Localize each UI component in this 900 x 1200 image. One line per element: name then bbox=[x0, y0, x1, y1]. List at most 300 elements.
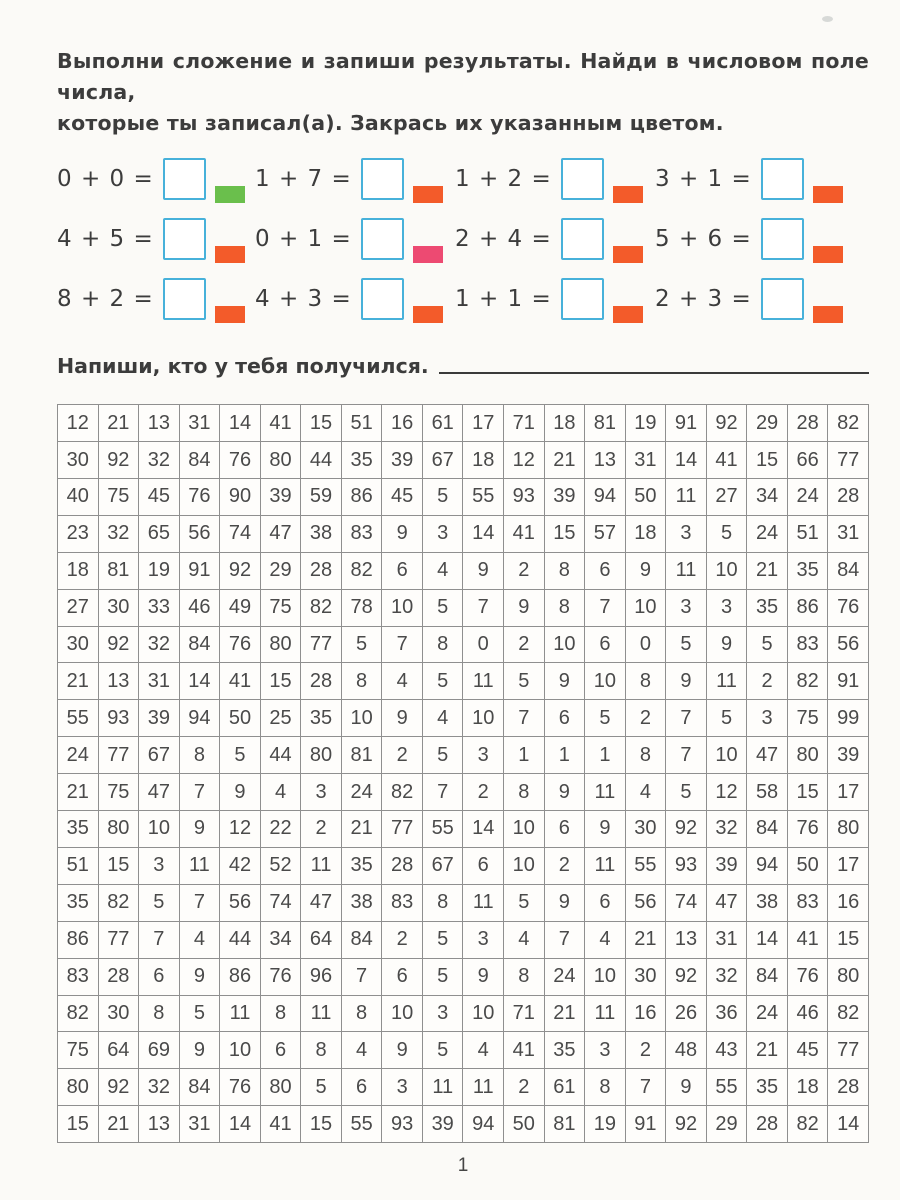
grid-cell[interactable]: 3 bbox=[301, 774, 342, 811]
grid-cell[interactable]: 35 bbox=[301, 700, 342, 737]
grid-cell[interactable]: 80 bbox=[260, 626, 301, 663]
grid-cell[interactable]: 8 bbox=[341, 663, 382, 700]
grid-cell[interactable]: 9 bbox=[544, 774, 585, 811]
grid-cell[interactable]: 31 bbox=[828, 515, 869, 552]
grid-cell[interactable]: 9 bbox=[463, 552, 504, 589]
grid-cell[interactable]: 75 bbox=[787, 700, 828, 737]
grid-cell[interactable]: 14 bbox=[220, 405, 261, 442]
grid-cell[interactable]: 28 bbox=[98, 958, 139, 995]
grid-cell[interactable]: 76 bbox=[787, 811, 828, 848]
grid-cell[interactable]: 35 bbox=[747, 1069, 788, 1106]
grid-cell[interactable]: 4 bbox=[585, 921, 626, 958]
grid-cell[interactable]: 27 bbox=[706, 479, 747, 516]
grid-cell[interactable]: 16 bbox=[625, 995, 666, 1032]
grid-cell[interactable]: 83 bbox=[787, 626, 828, 663]
grid-cell[interactable]: 7 bbox=[179, 774, 220, 811]
grid-cell[interactable]: 10 bbox=[504, 847, 545, 884]
grid-cell[interactable]: 3 bbox=[422, 995, 463, 1032]
grid-cell[interactable]: 29 bbox=[706, 1106, 747, 1143]
grid-cell[interactable]: 61 bbox=[422, 405, 463, 442]
grid-cell[interactable]: 15 bbox=[301, 1106, 342, 1143]
grid-cell[interactable]: 11 bbox=[463, 663, 504, 700]
grid-cell[interactable]: 74 bbox=[260, 884, 301, 921]
grid-cell[interactable]: 74 bbox=[666, 884, 707, 921]
grid-cell[interactable]: 13 bbox=[585, 442, 626, 479]
grid-cell[interactable]: 30 bbox=[98, 995, 139, 1032]
grid-cell[interactable]: 80 bbox=[260, 442, 301, 479]
grid-cell[interactable]: 91 bbox=[828, 663, 869, 700]
grid-cell[interactable]: 41 bbox=[260, 1106, 301, 1143]
grid-cell[interactable]: 50 bbox=[504, 1106, 545, 1143]
grid-cell[interactable]: 35 bbox=[58, 811, 99, 848]
grid-cell[interactable]: 3 bbox=[706, 589, 747, 626]
grid-cell[interactable]: 74 bbox=[220, 515, 261, 552]
grid-cell[interactable]: 55 bbox=[341, 1106, 382, 1143]
grid-cell[interactable]: 24 bbox=[747, 995, 788, 1032]
grid-cell[interactable]: 39 bbox=[544, 479, 585, 516]
grid-cell[interactable]: 18 bbox=[463, 442, 504, 479]
grid-cell[interactable]: 0 bbox=[625, 626, 666, 663]
grid-cell[interactable]: 77 bbox=[98, 921, 139, 958]
grid-cell[interactable]: 28 bbox=[382, 847, 423, 884]
answer-box[interactable] bbox=[361, 218, 404, 260]
grid-cell[interactable]: 9 bbox=[504, 589, 545, 626]
grid-cell[interactable]: 10 bbox=[544, 626, 585, 663]
grid-cell[interactable]: 82 bbox=[58, 995, 99, 1032]
grid-cell[interactable]: 8 bbox=[625, 737, 666, 774]
grid-cell[interactable]: 49 bbox=[220, 589, 261, 626]
grid-cell[interactable]: 41 bbox=[787, 921, 828, 958]
grid-cell[interactable]: 35 bbox=[544, 1032, 585, 1069]
grid-cell[interactable]: 6 bbox=[585, 626, 626, 663]
grid-cell[interactable]: 9 bbox=[666, 1069, 707, 1106]
grid-cell[interactable]: 3 bbox=[463, 737, 504, 774]
grid-cell[interactable]: 51 bbox=[787, 515, 828, 552]
grid-cell[interactable]: 81 bbox=[585, 405, 626, 442]
grid-cell[interactable]: 5 bbox=[585, 700, 626, 737]
grid-cell[interactable]: 18 bbox=[787, 1069, 828, 1106]
grid-cell[interactable]: 6 bbox=[585, 552, 626, 589]
grid-cell[interactable]: 94 bbox=[179, 700, 220, 737]
grid-cell[interactable]: 21 bbox=[98, 405, 139, 442]
grid-cell[interactable]: 7 bbox=[585, 589, 626, 626]
grid-cell[interactable]: 45 bbox=[382, 479, 423, 516]
grid-cell[interactable]: 29 bbox=[747, 405, 788, 442]
grid-cell[interactable]: 10 bbox=[220, 1032, 261, 1069]
grid-cell[interactable]: 52 bbox=[260, 847, 301, 884]
grid-cell[interactable]: 76 bbox=[220, 1069, 261, 1106]
grid-cell[interactable]: 14 bbox=[220, 1106, 261, 1143]
grid-cell[interactable]: 4 bbox=[260, 774, 301, 811]
grid-cell[interactable]: 43 bbox=[706, 1032, 747, 1069]
grid-cell[interactable]: 45 bbox=[787, 1032, 828, 1069]
grid-cell[interactable]: 76 bbox=[179, 479, 220, 516]
grid-cell[interactable]: 61 bbox=[544, 1069, 585, 1106]
grid-cell[interactable]: 5 bbox=[422, 737, 463, 774]
grid-cell[interactable]: 14 bbox=[179, 663, 220, 700]
grid-cell[interactable]: 50 bbox=[625, 479, 666, 516]
grid-cell[interactable]: 14 bbox=[463, 811, 504, 848]
grid-cell[interactable]: 92 bbox=[220, 552, 261, 589]
grid-cell[interactable]: 92 bbox=[98, 626, 139, 663]
grid-cell[interactable]: 28 bbox=[787, 405, 828, 442]
grid-cell[interactable]: 84 bbox=[747, 958, 788, 995]
grid-cell[interactable]: 71 bbox=[504, 995, 545, 1032]
grid-cell[interactable]: 69 bbox=[139, 1032, 180, 1069]
grid-cell[interactable]: 31 bbox=[139, 663, 180, 700]
grid-cell[interactable]: 4 bbox=[382, 663, 423, 700]
grid-cell[interactable]: 11 bbox=[179, 847, 220, 884]
grid-cell[interactable]: 76 bbox=[220, 442, 261, 479]
grid-cell[interactable]: 76 bbox=[787, 958, 828, 995]
grid-cell[interactable]: 10 bbox=[463, 700, 504, 737]
grid-cell[interactable]: 67 bbox=[139, 737, 180, 774]
grid-cell[interactable]: 35 bbox=[341, 847, 382, 884]
answer-box[interactable] bbox=[561, 218, 604, 260]
grid-cell[interactable]: 25 bbox=[260, 700, 301, 737]
grid-cell[interactable]: 1 bbox=[504, 737, 545, 774]
grid-cell[interactable]: 47 bbox=[301, 884, 342, 921]
grid-cell[interactable]: 21 bbox=[98, 1106, 139, 1143]
grid-cell[interactable]: 9 bbox=[706, 626, 747, 663]
grid-cell[interactable]: 41 bbox=[220, 663, 261, 700]
grid-cell[interactable]: 14 bbox=[666, 442, 707, 479]
grid-cell[interactable]: 92 bbox=[666, 811, 707, 848]
grid-cell[interactable]: 47 bbox=[706, 884, 747, 921]
grid-cell[interactable]: 7 bbox=[179, 884, 220, 921]
grid-cell[interactable]: 15 bbox=[544, 515, 585, 552]
grid-cell[interactable]: 3 bbox=[382, 1069, 423, 1106]
grid-cell[interactable]: 3 bbox=[463, 921, 504, 958]
grid-cell[interactable]: 6 bbox=[382, 958, 423, 995]
grid-cell[interactable]: 8 bbox=[179, 737, 220, 774]
grid-cell[interactable]: 2 bbox=[301, 811, 342, 848]
grid-cell[interactable]: 13 bbox=[139, 1106, 180, 1143]
grid-cell[interactable]: 83 bbox=[58, 958, 99, 995]
grid-cell[interactable]: 5 bbox=[747, 626, 788, 663]
grid-cell[interactable]: 15 bbox=[58, 1106, 99, 1143]
grid-cell[interactable]: 36 bbox=[706, 995, 747, 1032]
grid-cell[interactable]: 93 bbox=[98, 700, 139, 737]
grid-cell[interactable]: 24 bbox=[341, 774, 382, 811]
grid-cell[interactable]: 12 bbox=[58, 405, 99, 442]
grid-cell[interactable]: 75 bbox=[98, 774, 139, 811]
grid-cell[interactable]: 81 bbox=[341, 737, 382, 774]
grid-cell[interactable]: 3 bbox=[666, 515, 707, 552]
grid-cell[interactable]: 11 bbox=[463, 1069, 504, 1106]
grid-cell[interactable]: 4 bbox=[463, 1032, 504, 1069]
grid-cell[interactable]: 2 bbox=[463, 774, 504, 811]
grid-cell[interactable]: 82 bbox=[787, 663, 828, 700]
grid-cell[interactable]: 24 bbox=[747, 515, 788, 552]
grid-cell[interactable]: 30 bbox=[98, 589, 139, 626]
grid-cell[interactable]: 7 bbox=[139, 921, 180, 958]
grid-cell[interactable]: 75 bbox=[260, 589, 301, 626]
grid-cell[interactable]: 11 bbox=[220, 995, 261, 1032]
grid-cell[interactable]: 5 bbox=[301, 1069, 342, 1106]
grid-cell[interactable]: 28 bbox=[301, 552, 342, 589]
grid-cell[interactable]: 56 bbox=[179, 515, 220, 552]
grid-cell[interactable]: 7 bbox=[341, 958, 382, 995]
grid-cell[interactable]: 7 bbox=[382, 626, 423, 663]
grid-cell[interactable]: 30 bbox=[625, 811, 666, 848]
grid-cell[interactable]: 8 bbox=[504, 958, 545, 995]
grid-cell[interactable]: 94 bbox=[585, 479, 626, 516]
grid-cell[interactable]: 30 bbox=[625, 958, 666, 995]
grid-cell[interactable]: 38 bbox=[341, 884, 382, 921]
grid-cell[interactable]: 39 bbox=[706, 847, 747, 884]
grid-cell[interactable]: 41 bbox=[504, 1032, 545, 1069]
grid-cell[interactable]: 77 bbox=[382, 811, 423, 848]
grid-cell[interactable]: 5 bbox=[139, 884, 180, 921]
grid-cell[interactable]: 2 bbox=[504, 626, 545, 663]
grid-cell[interactable]: 84 bbox=[828, 552, 869, 589]
grid-cell[interactable]: 66 bbox=[787, 442, 828, 479]
grid-cell[interactable]: 90 bbox=[220, 479, 261, 516]
grid-cell[interactable]: 5 bbox=[341, 626, 382, 663]
grid-cell[interactable]: 7 bbox=[463, 589, 504, 626]
grid-cell[interactable]: 8 bbox=[422, 884, 463, 921]
grid-cell[interactable]: 6 bbox=[585, 884, 626, 921]
grid-cell[interactable]: 8 bbox=[422, 626, 463, 663]
grid-cell[interactable]: 92 bbox=[666, 1106, 707, 1143]
grid-cell[interactable]: 92 bbox=[666, 958, 707, 995]
grid-cell[interactable]: 6 bbox=[544, 700, 585, 737]
grid-cell[interactable]: 93 bbox=[504, 479, 545, 516]
grid-cell[interactable]: 41 bbox=[504, 515, 545, 552]
grid-cell[interactable]: 14 bbox=[463, 515, 504, 552]
grid-cell[interactable]: 6 bbox=[544, 811, 585, 848]
grid-cell[interactable]: 51 bbox=[58, 847, 99, 884]
grid-cell[interactable]: 33 bbox=[139, 589, 180, 626]
grid-cell[interactable]: 91 bbox=[625, 1106, 666, 1143]
grid-cell[interactable]: 10 bbox=[382, 995, 423, 1032]
grid-cell[interactable]: 21 bbox=[58, 663, 99, 700]
grid-cell[interactable]: 9 bbox=[179, 811, 220, 848]
grid-cell[interactable]: 93 bbox=[666, 847, 707, 884]
grid-cell[interactable]: 6 bbox=[260, 1032, 301, 1069]
grid-cell[interactable]: 99 bbox=[828, 700, 869, 737]
grid-cell[interactable]: 80 bbox=[58, 1069, 99, 1106]
grid-cell[interactable]: 11 bbox=[301, 995, 342, 1032]
grid-cell[interactable]: 13 bbox=[98, 663, 139, 700]
grid-cell[interactable]: 84 bbox=[341, 921, 382, 958]
grid-cell[interactable]: 39 bbox=[422, 1106, 463, 1143]
grid-cell[interactable]: 4 bbox=[625, 774, 666, 811]
grid-cell[interactable]: 4 bbox=[341, 1032, 382, 1069]
grid-cell[interactable]: 2 bbox=[625, 700, 666, 737]
grid-cell[interactable]: 83 bbox=[787, 884, 828, 921]
grid-cell[interactable]: 44 bbox=[220, 921, 261, 958]
grid-cell[interactable]: 50 bbox=[220, 700, 261, 737]
grid-cell[interactable]: 55 bbox=[422, 811, 463, 848]
grid-cell[interactable]: 47 bbox=[260, 515, 301, 552]
grid-cell[interactable]: 6 bbox=[463, 847, 504, 884]
grid-cell[interactable]: 9 bbox=[666, 663, 707, 700]
grid-cell[interactable]: 10 bbox=[585, 663, 626, 700]
grid-cell[interactable]: 9 bbox=[544, 663, 585, 700]
grid-cell[interactable]: 93 bbox=[382, 1106, 423, 1143]
grid-cell[interactable]: 21 bbox=[58, 774, 99, 811]
grid-cell[interactable]: 22 bbox=[260, 811, 301, 848]
grid-cell[interactable]: 31 bbox=[179, 405, 220, 442]
grid-cell[interactable]: 41 bbox=[260, 405, 301, 442]
grid-cell[interactable]: 6 bbox=[382, 552, 423, 589]
grid-cell[interactable]: 44 bbox=[260, 737, 301, 774]
grid-cell[interactable]: 19 bbox=[625, 405, 666, 442]
grid-cell[interactable]: 83 bbox=[341, 515, 382, 552]
grid-cell[interactable]: 56 bbox=[828, 626, 869, 663]
grid-cell[interactable]: 17 bbox=[828, 774, 869, 811]
grid-cell[interactable]: 86 bbox=[58, 921, 99, 958]
grid-cell[interactable]: 8 bbox=[544, 589, 585, 626]
grid-cell[interactable]: 82 bbox=[301, 589, 342, 626]
grid-cell[interactable]: 56 bbox=[220, 884, 261, 921]
grid-cell[interactable]: 5 bbox=[504, 663, 545, 700]
grid-cell[interactable]: 7 bbox=[666, 700, 707, 737]
grid-cell[interactable]: 35 bbox=[341, 442, 382, 479]
grid-cell[interactable]: 91 bbox=[666, 405, 707, 442]
grid-cell[interactable]: 40 bbox=[58, 479, 99, 516]
grid-cell[interactable]: 8 bbox=[585, 1069, 626, 1106]
grid-cell[interactable]: 5 bbox=[422, 921, 463, 958]
grid-cell[interactable]: 56 bbox=[625, 884, 666, 921]
grid-cell[interactable]: 82 bbox=[341, 552, 382, 589]
grid-cell[interactable]: 4 bbox=[422, 552, 463, 589]
answer-box[interactable] bbox=[361, 278, 404, 320]
grid-cell[interactable]: 6 bbox=[139, 958, 180, 995]
grid-cell[interactable]: 9 bbox=[625, 552, 666, 589]
grid-cell[interactable]: 9 bbox=[544, 884, 585, 921]
grid-cell[interactable]: 38 bbox=[747, 884, 788, 921]
grid-cell[interactable]: 29 bbox=[260, 552, 301, 589]
grid-cell[interactable]: 39 bbox=[828, 737, 869, 774]
grid-cell[interactable]: 18 bbox=[544, 405, 585, 442]
grid-cell[interactable]: 30 bbox=[58, 442, 99, 479]
grid-cell[interactable]: 67 bbox=[422, 847, 463, 884]
grid-cell[interactable]: 5 bbox=[706, 515, 747, 552]
answer-box[interactable] bbox=[163, 278, 206, 320]
grid-cell[interactable]: 17 bbox=[463, 405, 504, 442]
grid-cell[interactable]: 5 bbox=[666, 774, 707, 811]
grid-cell[interactable]: 35 bbox=[58, 884, 99, 921]
answer-box[interactable] bbox=[761, 278, 804, 320]
grid-cell[interactable]: 9 bbox=[382, 700, 423, 737]
grid-cell[interactable]: 27 bbox=[58, 589, 99, 626]
grid-cell[interactable]: 3 bbox=[585, 1032, 626, 1069]
grid-cell[interactable]: 21 bbox=[544, 995, 585, 1032]
grid-cell[interactable]: 8 bbox=[504, 774, 545, 811]
grid-cell[interactable]: 7 bbox=[666, 737, 707, 774]
grid-cell[interactable]: 91 bbox=[179, 552, 220, 589]
grid-cell[interactable]: 7 bbox=[422, 774, 463, 811]
grid-cell[interactable]: 3 bbox=[422, 515, 463, 552]
grid-cell[interactable]: 5 bbox=[220, 737, 261, 774]
grid-cell[interactable]: 7 bbox=[544, 921, 585, 958]
grid-cell[interactable]: 78 bbox=[341, 589, 382, 626]
grid-cell[interactable]: 9 bbox=[220, 774, 261, 811]
grid-cell[interactable]: 2 bbox=[625, 1032, 666, 1069]
grid-cell[interactable]: 82 bbox=[98, 884, 139, 921]
grid-cell[interactable]: 55 bbox=[463, 479, 504, 516]
grid-cell[interactable]: 7 bbox=[504, 700, 545, 737]
grid-cell[interactable]: 51 bbox=[341, 405, 382, 442]
grid-cell[interactable]: 65 bbox=[139, 515, 180, 552]
answer-box[interactable] bbox=[561, 278, 604, 320]
grid-cell[interactable]: 82 bbox=[828, 405, 869, 442]
grid-cell[interactable]: 31 bbox=[179, 1106, 220, 1143]
grid-cell[interactable]: 30 bbox=[58, 626, 99, 663]
grid-cell[interactable]: 67 bbox=[422, 442, 463, 479]
grid-cell[interactable]: 76 bbox=[260, 958, 301, 995]
grid-cell[interactable]: 5 bbox=[179, 995, 220, 1032]
answer-box[interactable] bbox=[163, 218, 206, 260]
grid-cell[interactable]: 8 bbox=[301, 1032, 342, 1069]
grid-cell[interactable]: 55 bbox=[706, 1069, 747, 1106]
grid-cell[interactable]: 11 bbox=[301, 847, 342, 884]
grid-cell[interactable]: 64 bbox=[301, 921, 342, 958]
grid-cell[interactable]: 10 bbox=[504, 811, 545, 848]
grid-cell[interactable]: 5 bbox=[504, 884, 545, 921]
grid-cell[interactable]: 39 bbox=[260, 479, 301, 516]
grid-cell[interactable]: 18 bbox=[625, 515, 666, 552]
answer-box[interactable] bbox=[561, 158, 604, 200]
grid-cell[interactable]: 11 bbox=[585, 995, 626, 1032]
grid-cell[interactable]: 47 bbox=[747, 737, 788, 774]
grid-cell[interactable]: 14 bbox=[747, 921, 788, 958]
grid-cell[interactable]: 82 bbox=[382, 774, 423, 811]
grid-cell[interactable]: 10 bbox=[341, 700, 382, 737]
grid-cell[interactable]: 48 bbox=[666, 1032, 707, 1069]
grid-cell[interactable]: 81 bbox=[98, 552, 139, 589]
grid-cell[interactable]: 84 bbox=[747, 811, 788, 848]
grid-cell[interactable]: 2 bbox=[382, 921, 423, 958]
grid-cell[interactable]: 16 bbox=[828, 884, 869, 921]
grid-cell[interactable]: 39 bbox=[382, 442, 423, 479]
grid-cell[interactable]: 86 bbox=[220, 958, 261, 995]
grid-cell[interactable]: 82 bbox=[828, 995, 869, 1032]
grid-cell[interactable]: 94 bbox=[747, 847, 788, 884]
grid-cell[interactable]: 84 bbox=[179, 1069, 220, 1106]
answer-box[interactable] bbox=[163, 158, 206, 200]
grid-cell[interactable]: 11 bbox=[666, 552, 707, 589]
grid-cell[interactable]: 8 bbox=[341, 995, 382, 1032]
grid-cell[interactable]: 9 bbox=[179, 958, 220, 995]
grid-cell[interactable]: 21 bbox=[747, 1032, 788, 1069]
grid-cell[interactable]: 9 bbox=[179, 1032, 220, 1069]
grid-cell[interactable]: 10 bbox=[625, 589, 666, 626]
grid-cell[interactable]: 31 bbox=[625, 442, 666, 479]
grid-cell[interactable]: 3 bbox=[747, 700, 788, 737]
grid-cell[interactable]: 5 bbox=[422, 663, 463, 700]
grid-cell[interactable]: 39 bbox=[139, 700, 180, 737]
grid-cell[interactable]: 21 bbox=[625, 921, 666, 958]
grid-cell[interactable]: 38 bbox=[301, 515, 342, 552]
grid-cell[interactable]: 5 bbox=[422, 1032, 463, 1069]
grid-cell[interactable]: 86 bbox=[787, 589, 828, 626]
grid-cell[interactable]: 10 bbox=[706, 552, 747, 589]
grid-cell[interactable]: 21 bbox=[544, 442, 585, 479]
grid-cell[interactable]: 35 bbox=[747, 589, 788, 626]
grid-cell[interactable]: 4 bbox=[179, 921, 220, 958]
grid-cell[interactable]: 34 bbox=[260, 921, 301, 958]
grid-cell[interactable]: 12 bbox=[706, 774, 747, 811]
grid-cell[interactable]: 24 bbox=[787, 479, 828, 516]
grid-cell[interactable]: 16 bbox=[382, 405, 423, 442]
grid-cell[interactable]: 9 bbox=[382, 1032, 423, 1069]
grid-cell[interactable]: 11 bbox=[666, 479, 707, 516]
grid-cell[interactable]: 5 bbox=[706, 700, 747, 737]
